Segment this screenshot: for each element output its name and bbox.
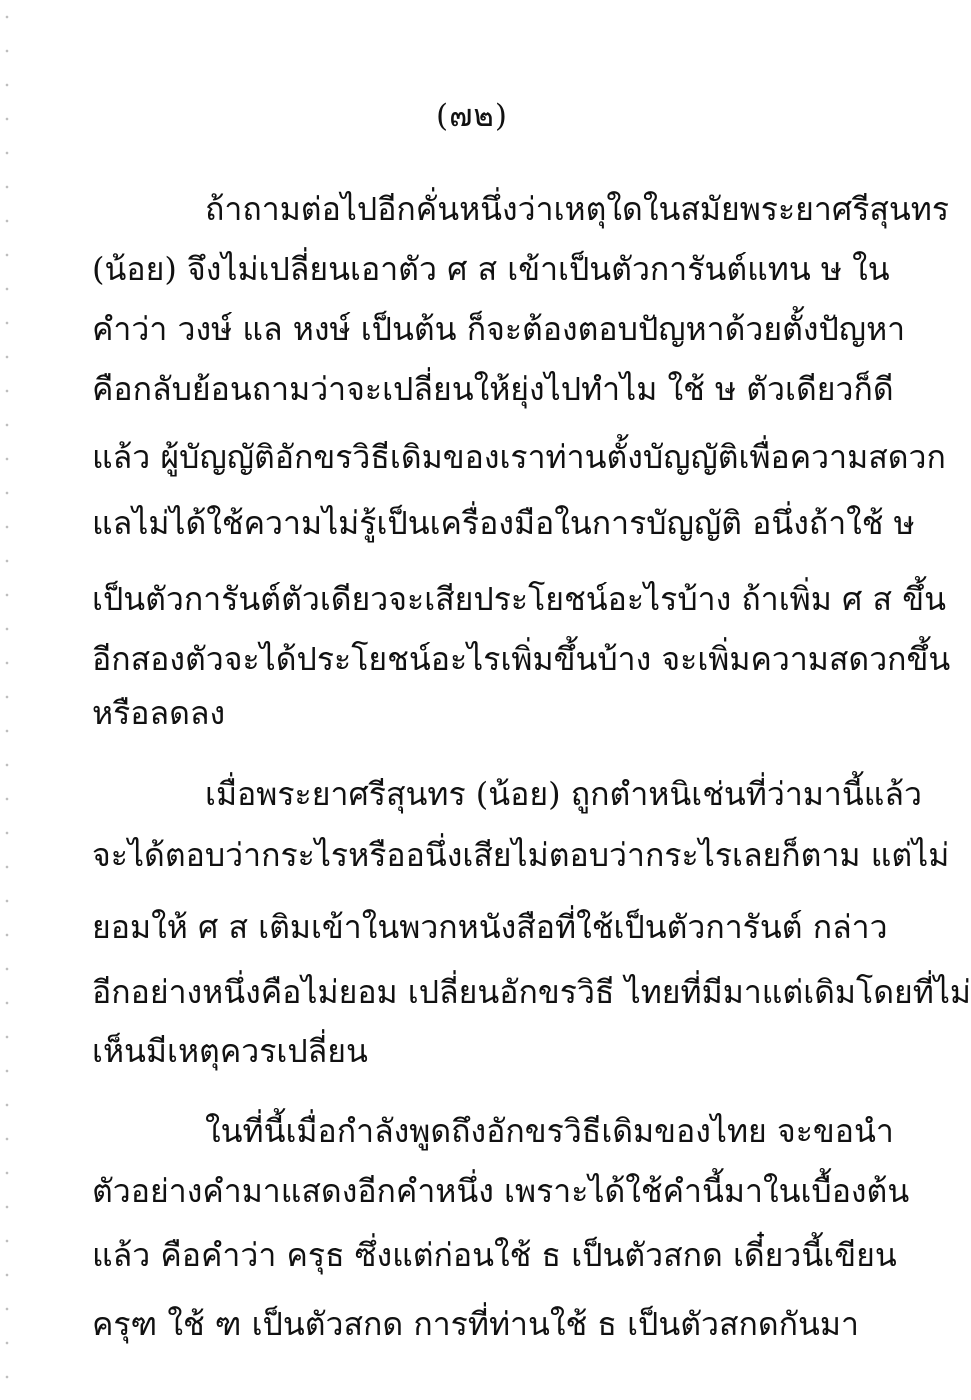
text-line-14: เห็นมีเหตุควรเปลี่ยน (92, 1032, 368, 1070)
text-line-8: อีกสองตัวจะได้ประโยชน์อะไรเพิ่มขึ้นบ้าง จะเพิ่มความสดวกขึ้น (92, 640, 951, 678)
text-line-11: จะได้ตอบว่ากระไรหรืออนึ่งเสียไม่ตอบว่ากระไรเลยก็ตาม แต่ไม่ (92, 836, 950, 874)
text-line-7: เป็นตัวการันต์ตัวเดียวจะเสียประโยชน์อะไรบ้าง ถ้าเพิ่ม ศ ส ขึ้น (92, 580, 946, 618)
text-line-3: คำว่า วงษ์ แล หงษ์ เป็นต้น ก็จะต้องตอบปัญหาด้วยตั้งปัญหา (92, 310, 906, 348)
text-line-10: เมื่อพระยาศรีสุนทร (น้อย) ถูกตำหนิเช่นที่ว่ามานี้แล้ว (205, 775, 922, 813)
left-edge-dots (3, 0, 11, 1400)
text-line-1: ถ้าถามต่อไปอีกคั่นหนึ่งว่าเหตุใดในสมัยพระยาศรีสุนทร (205, 190, 950, 228)
text-line-18: ครุฑ ใช้ ฑ เป็นตัวสกด การที่ท่านใช้ ธ เป็นตัวสกดกันมา (92, 1305, 859, 1343)
text-line-9: หรือลดลง (92, 694, 226, 732)
text-line-16: ตัวอย่างคำมาแสดงอีกคำหนึ่ง เพราะได้ใช้คำนี้มาในเบื้องต้น (92, 1172, 910, 1210)
text-line-4: คือกลับย้อนถามว่าจะเปลี่ยนให้ยุ่งไปทำไม ใช้ ษ ตัวเดียวก็ดี (92, 370, 894, 408)
page-number: (๗๒) (436, 98, 508, 134)
text-line-5: แล้ว ผู้บัญญัติอักขรวิธีเดิมของเราท่านตั้งบัญญัติเพื่อความสดวก (92, 438, 946, 476)
text-line-17: แล้ว คือคำว่า ครุธ ซึ่งแต่ก่อนใช้ ธ เป็นตัวสกด เดี๋ยวนี้เขียน (92, 1236, 897, 1274)
text-line-2: (น้อย) จึงไม่เปลี่ยนเอาตัว ศ ส เข้าเป็นตัวการันต์แทน ษ ใน (92, 250, 890, 288)
text-line-15: ในที่นี้เมื่อกำลังพูดถึงอักขรวิธีเดิมของไทย จะขอนำ (205, 1112, 894, 1150)
text-line-12: ยอมให้ ศ ส เติมเข้าในพวกหนังสือที่ใช้เป็นตัวการันต์ กล่าว (92, 908, 888, 946)
text-line-6: แลไม่ได้ใช้ความไม่รู้เป็นเครื่องมือในการบัญญัติ อนึ่งถ้าใช้ ษ (92, 504, 915, 542)
text-line-13: อีกอย่างหนึ่งคือไม่ยอม เปลี่ยนอักขรวิธี ไทยที่มีมาแต่เดิมโดยที่ไม่ (92, 973, 971, 1011)
